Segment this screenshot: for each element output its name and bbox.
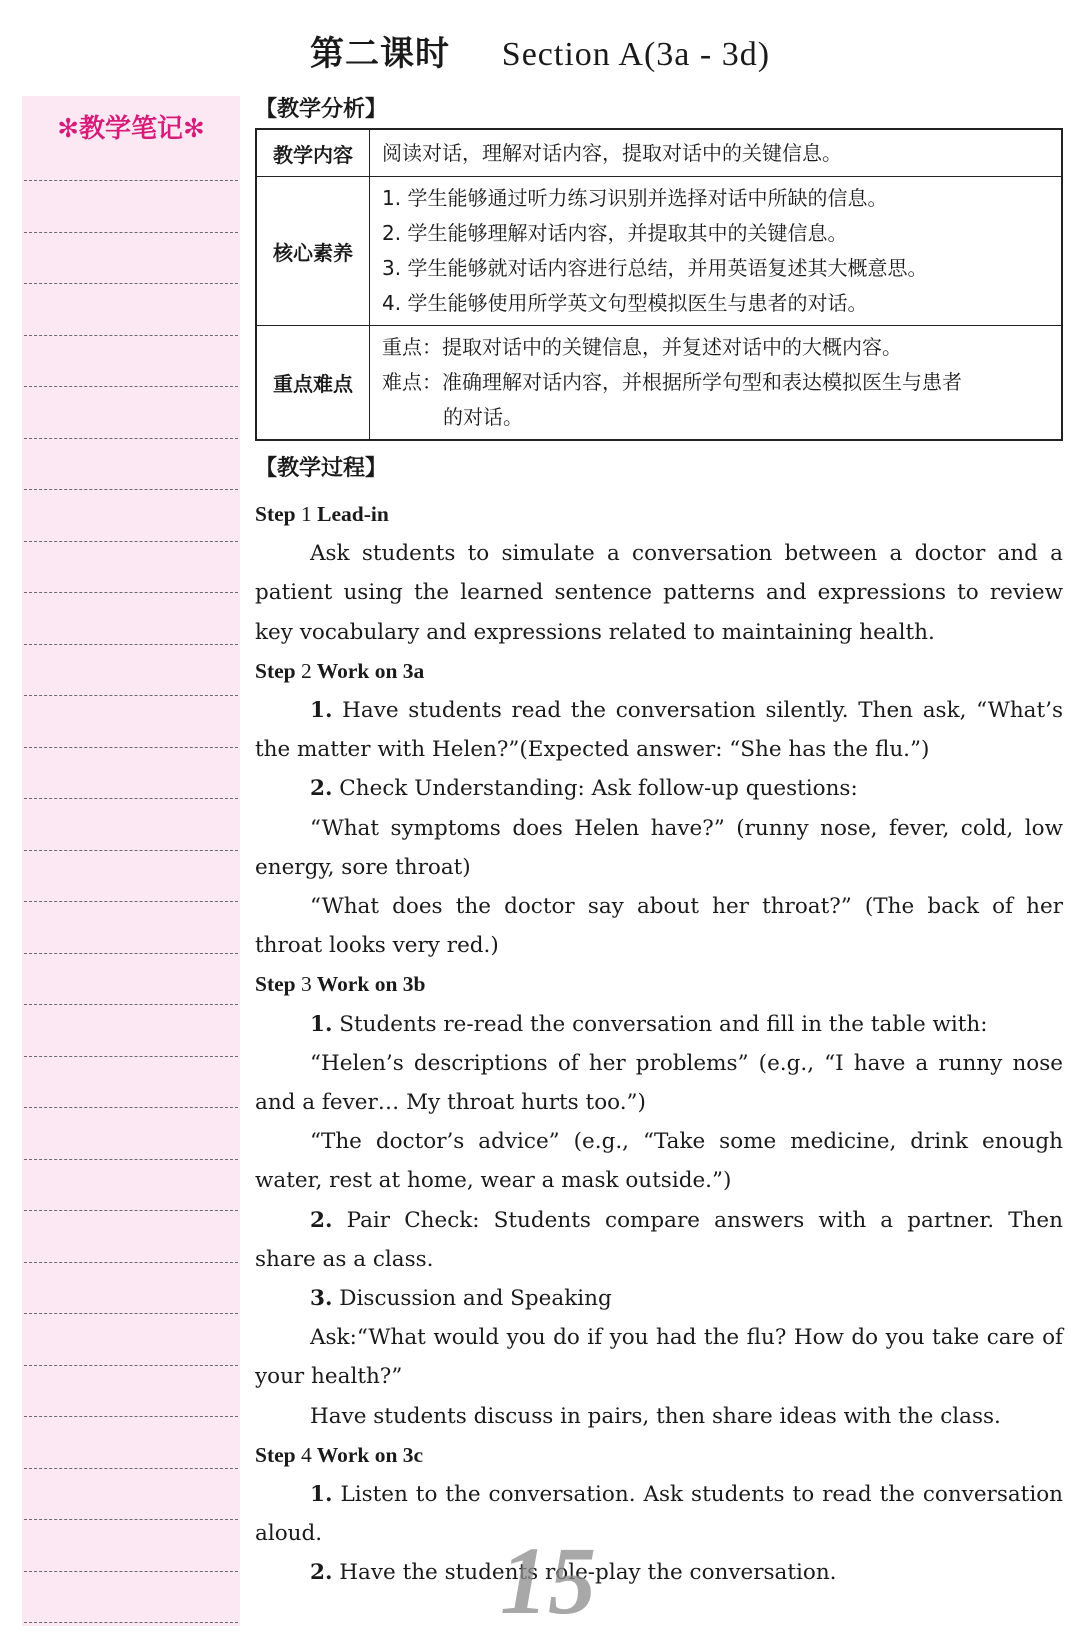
notes-rule-line xyxy=(24,1210,238,1211)
notes-rule-line xyxy=(24,1056,238,1057)
paragraph: “Helen’s descriptions of her problems” (e.g., “I have a runny nose and a fever… My throat hurts too.”) xyxy=(255,1050,1063,1116)
paragraph: “What does the doctor say about her throat?” (The back of her throat looks very red.) xyxy=(255,894,1063,959)
notes-rule-line xyxy=(24,747,238,748)
notes-rule-line xyxy=(24,438,238,439)
paragraph: 3. Discussion and Speaking xyxy=(310,1286,612,1312)
analysis-table xyxy=(255,128,1063,441)
paragraph: 1. Listen to the conversation. Ask students to read the conversation aloud. xyxy=(255,1482,1063,1547)
notes-sidebar-title: ✻教学笔记✻ xyxy=(57,114,205,144)
notes-rule-line xyxy=(24,592,238,593)
notes-rule-line xyxy=(24,901,238,902)
lesson-label: 第二课时 xyxy=(309,34,450,74)
page-title xyxy=(0,26,1080,75)
process-heading: 【教学过程】 xyxy=(255,456,388,481)
notes-rule-line xyxy=(24,1159,238,1160)
core-label: 核心素养 xyxy=(256,177,370,326)
paragraph: 1. Have students read the conversation silently. Then ask, “What’s the matter with Helen?”(Expected answer: “She has the flu.”) xyxy=(255,698,1063,763)
notes-rule-line xyxy=(24,953,238,954)
paragraph: 2. Pair Check: Students compare answers with a partner. Then share as a class. xyxy=(255,1207,1063,1272)
notes-rule-line xyxy=(24,1107,238,1108)
paragraph: 2. Have the students role-play the conversation. xyxy=(310,1560,837,1586)
step-1-heading: Step 1 Lead-in xyxy=(255,502,389,526)
core-item: 2. 学生能够理解对话内容，并提取其中的关键信息。 xyxy=(382,221,848,245)
paragraph: Ask:“What would you do if you had the flu? How do you take care of your health?” xyxy=(255,1325,1063,1390)
step-2-heading: Step 2 Work on 3a xyxy=(255,658,425,683)
step-4-heading: Step 4 Work on 3c xyxy=(255,1442,424,1467)
notes-rule-line xyxy=(24,1313,238,1314)
notes-rule-line xyxy=(24,798,238,799)
content-label: 教学内容 xyxy=(256,129,370,177)
page-number: 15 xyxy=(500,1527,596,1634)
notes-sidebar xyxy=(22,96,240,1626)
core-item: 3. 学生能够就对话内容进行总结，并用英语复述其大概意思。 xyxy=(382,256,928,280)
notes-rule-line xyxy=(24,1519,238,1520)
analysis-heading: 【教学分析】 xyxy=(255,97,388,122)
notes-rule-line xyxy=(24,232,238,233)
paragraph: 1. Students re-read the conversation and fill in the table with: xyxy=(310,1011,988,1037)
notes-rule-line xyxy=(24,850,238,851)
notes-rule-line xyxy=(24,1416,238,1417)
notes-rule-line xyxy=(24,180,238,181)
paragraph: Ask students to simulate a conversation between a doctor and a patient using the learned sentence patterns and expressions to review key vocabulary and expressions related to maintaining health. xyxy=(255,541,1063,645)
notes-rule-line xyxy=(24,386,238,387)
notes-rule-line xyxy=(24,283,238,284)
step-3-heading: Step 3 Work on 3b xyxy=(255,972,426,997)
table-row xyxy=(256,177,1062,326)
paragraph: Have students discuss in pairs, then share ideas with the class. xyxy=(310,1403,1001,1429)
key-point: 重点：提取对话中的关键信息，并复述对话中的大概内容。 xyxy=(382,335,902,359)
notes-rule-line xyxy=(24,1004,238,1005)
table-row xyxy=(256,326,1062,441)
notes-rule-line xyxy=(24,644,238,645)
core-item: 4. 学生能够使用所学英文句型模拟医生与患者的对话。 xyxy=(382,291,868,315)
difficult-point-cont: 的对话。 xyxy=(443,405,523,429)
notes-rule-line xyxy=(24,335,238,336)
main-content xyxy=(255,92,1063,1593)
paragraph: “The doctor’s advice” (e.g., “Take some medicine, drink enough water, rest at home, wear a mask outside.”) xyxy=(255,1129,1063,1194)
paragraph: “What symptoms does Helen have?” (runny nose, fever, cold, low energy, sore throat) xyxy=(255,815,1063,880)
content-text: 阅读对话，理解对话内容，提取对话中的关键信息。 xyxy=(370,129,1063,177)
notes-rule-line xyxy=(24,489,238,490)
key-label: 重点难点 xyxy=(256,326,370,441)
section-label: Section A(3a - 3d) xyxy=(501,36,771,73)
paragraph: 2. Check Understanding: Ask follow-up questions: xyxy=(310,776,858,802)
notes-rule-line xyxy=(24,1468,238,1469)
core-item: 1. 学生能够通过听力练习识别并选择对话中所缺的信息。 xyxy=(382,186,888,210)
notes-rule-line xyxy=(24,695,238,696)
difficult-point: 难点：准确理解对话内容，并根据所学句型和表达模拟医生与患者 xyxy=(382,370,962,394)
table-row xyxy=(256,129,1062,177)
notes-rule-line xyxy=(24,1262,238,1263)
notes-rule-line xyxy=(24,541,238,542)
notes-rule-line xyxy=(24,1365,238,1366)
notes-rule-line xyxy=(24,1622,238,1623)
notes-rule-line xyxy=(24,1571,238,1572)
process-body xyxy=(255,495,1063,1593)
